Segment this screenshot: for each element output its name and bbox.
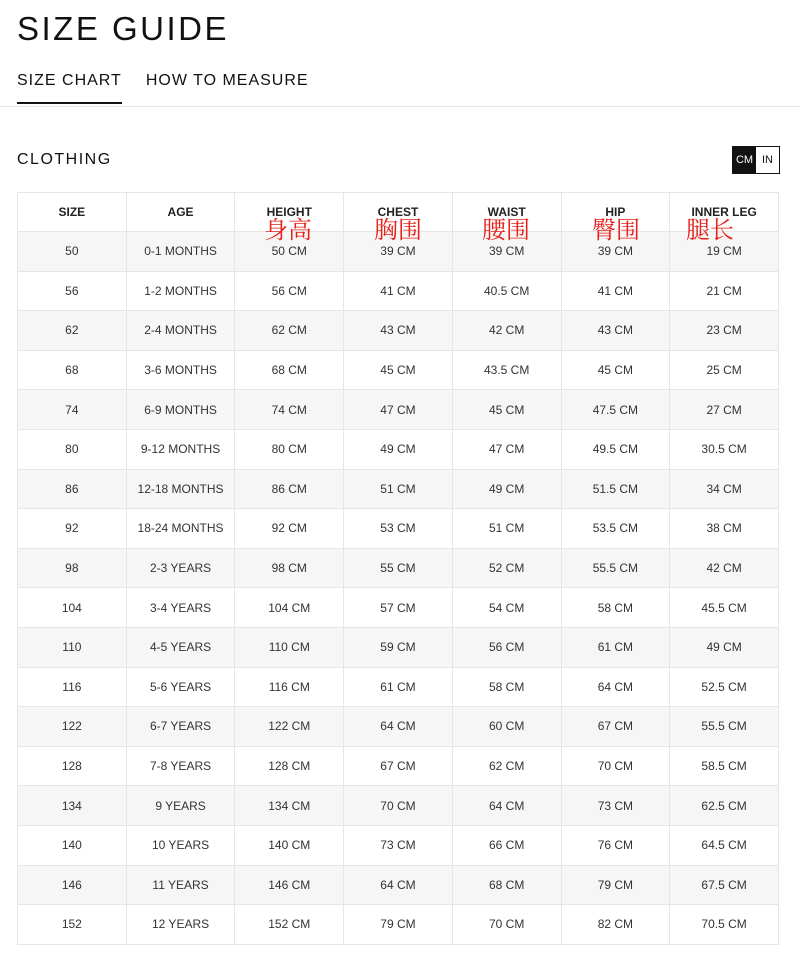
table-row xyxy=(18,390,779,430)
cell-hip: 82 CM xyxy=(561,905,670,945)
column-header-waist: WAIST xyxy=(452,193,561,232)
cell-size: 98 xyxy=(18,548,127,588)
cell-hip: 49.5 CM xyxy=(561,429,670,469)
cell-size: 62 xyxy=(18,311,127,351)
cell-size: 140 xyxy=(18,825,127,865)
cell-size: 110 xyxy=(18,627,127,667)
cell-height: 50 CM xyxy=(235,232,344,272)
cell-size: 68 xyxy=(18,350,127,390)
cell-inner-leg: 30.5 CM xyxy=(670,429,779,469)
cell-hip: 55.5 CM xyxy=(561,548,670,588)
cell-size: 122 xyxy=(18,707,127,747)
cell-size: 74 xyxy=(18,390,127,430)
tab-bar xyxy=(17,72,333,104)
cell-hip: 43 CM xyxy=(561,311,670,351)
cell-age: 6-7 YEARS xyxy=(126,707,235,747)
cell-size: 128 xyxy=(18,746,127,786)
annotation-inner-leg: 腿长 xyxy=(686,216,734,244)
cell-height: 68 CM xyxy=(235,350,344,390)
cell-age: 5-6 YEARS xyxy=(126,667,235,707)
cell-inner-leg: 38 CM xyxy=(670,509,779,549)
table-row xyxy=(18,707,779,747)
cell-waist: 52 CM xyxy=(452,548,561,588)
cell-age: 4-5 YEARS xyxy=(126,627,235,667)
cell-inner-leg: 25 CM xyxy=(670,350,779,390)
cell-inner-leg: 45.5 CM xyxy=(670,588,779,628)
cell-hip: 51.5 CM xyxy=(561,469,670,509)
cell-chest: 73 CM xyxy=(344,825,453,865)
cell-size: 92 xyxy=(18,509,127,549)
table-row xyxy=(18,350,779,390)
cell-hip: 45 CM xyxy=(561,350,670,390)
cell-waist: 40.5 CM xyxy=(452,271,561,311)
cell-size: 104 xyxy=(18,588,127,628)
cell-waist: 68 CM xyxy=(452,865,561,905)
cell-age: 12-18 MONTHS xyxy=(126,469,235,509)
cell-hip: 70 CM xyxy=(561,746,670,786)
annotation-hip: 臀围 xyxy=(592,216,640,244)
cell-height: 56 CM xyxy=(235,271,344,311)
cell-hip: 64 CM xyxy=(561,667,670,707)
cell-inner-leg: 70.5 CM xyxy=(670,905,779,945)
cell-waist: 56 CM xyxy=(452,627,561,667)
cell-hip: 73 CM xyxy=(561,786,670,826)
cell-waist: 42 CM xyxy=(452,311,561,351)
cell-height: 104 CM xyxy=(235,588,344,628)
cell-chest: 64 CM xyxy=(344,865,453,905)
table-row xyxy=(18,865,779,905)
cell-chest: 70 CM xyxy=(344,786,453,826)
cell-hip: 53.5 CM xyxy=(561,509,670,549)
cell-height: 122 CM xyxy=(235,707,344,747)
cell-inner-leg: 64.5 CM xyxy=(670,825,779,865)
cell-waist: 45 CM xyxy=(452,390,561,430)
cell-height: 92 CM xyxy=(235,509,344,549)
cell-age: 11 YEARS xyxy=(126,865,235,905)
cell-age: 3-4 YEARS xyxy=(126,588,235,628)
cell-chest: 59 CM xyxy=(344,627,453,667)
cell-waist: 49 CM xyxy=(452,469,561,509)
cell-waist: 43.5 CM xyxy=(452,350,561,390)
size-table xyxy=(17,192,779,945)
cell-size: 146 xyxy=(18,865,127,905)
table-row xyxy=(18,667,779,707)
cell-size: 116 xyxy=(18,667,127,707)
table-row xyxy=(18,588,779,628)
annotation-waist: 腰围 xyxy=(482,216,530,244)
cell-age: 2-4 MONTHS xyxy=(126,311,235,351)
cell-waist: 62 CM xyxy=(452,746,561,786)
cell-chest: 39 CM xyxy=(344,232,453,272)
cell-height: 116 CM xyxy=(235,667,344,707)
cell-height: 62 CM xyxy=(235,311,344,351)
cell-age: 1-2 MONTHS xyxy=(126,271,235,311)
cell-hip: 67 CM xyxy=(561,707,670,747)
cell-height: 140 CM xyxy=(235,825,344,865)
cell-size: 80 xyxy=(18,429,127,469)
cell-waist: 58 CM xyxy=(452,667,561,707)
cell-size: 86 xyxy=(18,469,127,509)
cell-hip: 79 CM xyxy=(561,865,670,905)
cell-hip: 47.5 CM xyxy=(561,390,670,430)
cell-age: 10 YEARS xyxy=(126,825,235,865)
cell-waist: 51 CM xyxy=(452,509,561,549)
annotation-height: 身高 xyxy=(264,216,312,244)
table-row xyxy=(18,311,779,351)
unit-toggle xyxy=(732,146,780,174)
cell-hip: 39 CM xyxy=(561,232,670,272)
cell-height: 152 CM xyxy=(235,905,344,945)
cell-age: 7-8 YEARS xyxy=(126,746,235,786)
cell-chest: 55 CM xyxy=(344,548,453,588)
table-row xyxy=(18,786,779,826)
cell-size: 152 xyxy=(18,905,127,945)
cell-chest: 51 CM xyxy=(344,469,453,509)
cell-inner-leg: 55.5 CM xyxy=(670,707,779,747)
cell-size: 56 xyxy=(18,271,127,311)
cell-chest: 41 CM xyxy=(344,271,453,311)
cell-size: 50 xyxy=(18,232,127,272)
cell-waist: 64 CM xyxy=(452,786,561,826)
table-row xyxy=(18,429,779,469)
cell-inner-leg: 34 CM xyxy=(670,469,779,509)
cell-inner-leg: 42 CM xyxy=(670,548,779,588)
cell-age: 3-6 MONTHS xyxy=(126,350,235,390)
cell-chest: 79 CM xyxy=(344,905,453,945)
annotation-chest: 胸围 xyxy=(374,216,422,244)
unit-in-button[interactable]: IN xyxy=(756,147,779,173)
cell-inner-leg: 21 CM xyxy=(670,271,779,311)
tabs-divider xyxy=(0,106,800,107)
cell-inner-leg: 67.5 CM xyxy=(670,865,779,905)
cell-inner-leg: 27 CM xyxy=(670,390,779,430)
column-header-size: SIZE xyxy=(18,193,127,232)
table-row xyxy=(18,746,779,786)
cell-waist: 66 CM xyxy=(452,825,561,865)
table-row xyxy=(18,627,779,667)
cell-age: 9-12 MONTHS xyxy=(126,429,235,469)
cell-hip: 58 CM xyxy=(561,588,670,628)
cell-inner-leg: 23 CM xyxy=(670,311,779,351)
page-title: SIZE GUIDE xyxy=(17,10,230,47)
tab-how-to-measure[interactable]: HOW TO MEASURE xyxy=(145,72,309,89)
column-header-height: HEIGHT xyxy=(235,193,344,232)
cell-age: 18-24 MONTHS xyxy=(126,509,235,549)
column-header-inner-leg: INNER LEG xyxy=(670,193,779,232)
cell-chest: 47 CM xyxy=(344,390,453,430)
column-header-hip: HIP xyxy=(561,193,670,232)
cell-size: 134 xyxy=(18,786,127,826)
cell-age: 2-3 YEARS xyxy=(126,548,235,588)
cell-inner-leg: 62.5 CM xyxy=(670,786,779,826)
cell-chest: 61 CM xyxy=(344,667,453,707)
cell-inner-leg: 49 CM xyxy=(670,627,779,667)
cell-chest: 64 CM xyxy=(344,707,453,747)
table-row xyxy=(18,548,779,588)
unit-cm-button[interactable]: CM xyxy=(733,147,756,173)
cell-chest: 45 CM xyxy=(344,350,453,390)
tab-size-chart[interactable]: SIZE CHART xyxy=(17,72,122,104)
cell-waist: 39 CM xyxy=(452,232,561,272)
table-row xyxy=(18,905,779,945)
cell-inner-leg: 19 CM xyxy=(670,232,779,272)
cell-chest: 43 CM xyxy=(344,311,453,351)
cell-chest: 57 CM xyxy=(344,588,453,628)
cell-hip: 61 CM xyxy=(561,627,670,667)
cell-age: 9 YEARS xyxy=(126,786,235,826)
cell-hip: 41 CM xyxy=(561,271,670,311)
cell-waist: 60 CM xyxy=(452,707,561,747)
cell-chest: 49 CM xyxy=(344,429,453,469)
cell-height: 74 CM xyxy=(235,390,344,430)
section-title: CLOTHING xyxy=(17,151,112,168)
cell-waist: 54 CM xyxy=(452,588,561,628)
cell-inner-leg: 58.5 CM xyxy=(670,746,779,786)
table-body xyxy=(18,232,779,945)
cell-chest: 53 CM xyxy=(344,509,453,549)
cell-height: 128 CM xyxy=(235,746,344,786)
cell-height: 86 CM xyxy=(235,469,344,509)
table-row xyxy=(18,469,779,509)
cell-age: 0-1 MONTHS xyxy=(126,232,235,272)
column-header-chest: CHEST xyxy=(344,193,453,232)
cell-hip: 76 CM xyxy=(561,825,670,865)
cell-height: 134 CM xyxy=(235,786,344,826)
table-row xyxy=(18,509,779,549)
table-row xyxy=(18,825,779,865)
cell-chest: 67 CM xyxy=(344,746,453,786)
cell-height: 98 CM xyxy=(235,548,344,588)
cell-height: 80 CM xyxy=(235,429,344,469)
cell-waist: 47 CM xyxy=(452,429,561,469)
column-header-age: AGE xyxy=(126,193,235,232)
cell-waist: 70 CM xyxy=(452,905,561,945)
cell-height: 110 CM xyxy=(235,627,344,667)
cell-inner-leg: 52.5 CM xyxy=(670,667,779,707)
cell-height: 146 CM xyxy=(235,865,344,905)
cell-age: 6-9 MONTHS xyxy=(126,390,235,430)
table-row xyxy=(18,271,779,311)
cell-age: 12 YEARS xyxy=(126,905,235,945)
